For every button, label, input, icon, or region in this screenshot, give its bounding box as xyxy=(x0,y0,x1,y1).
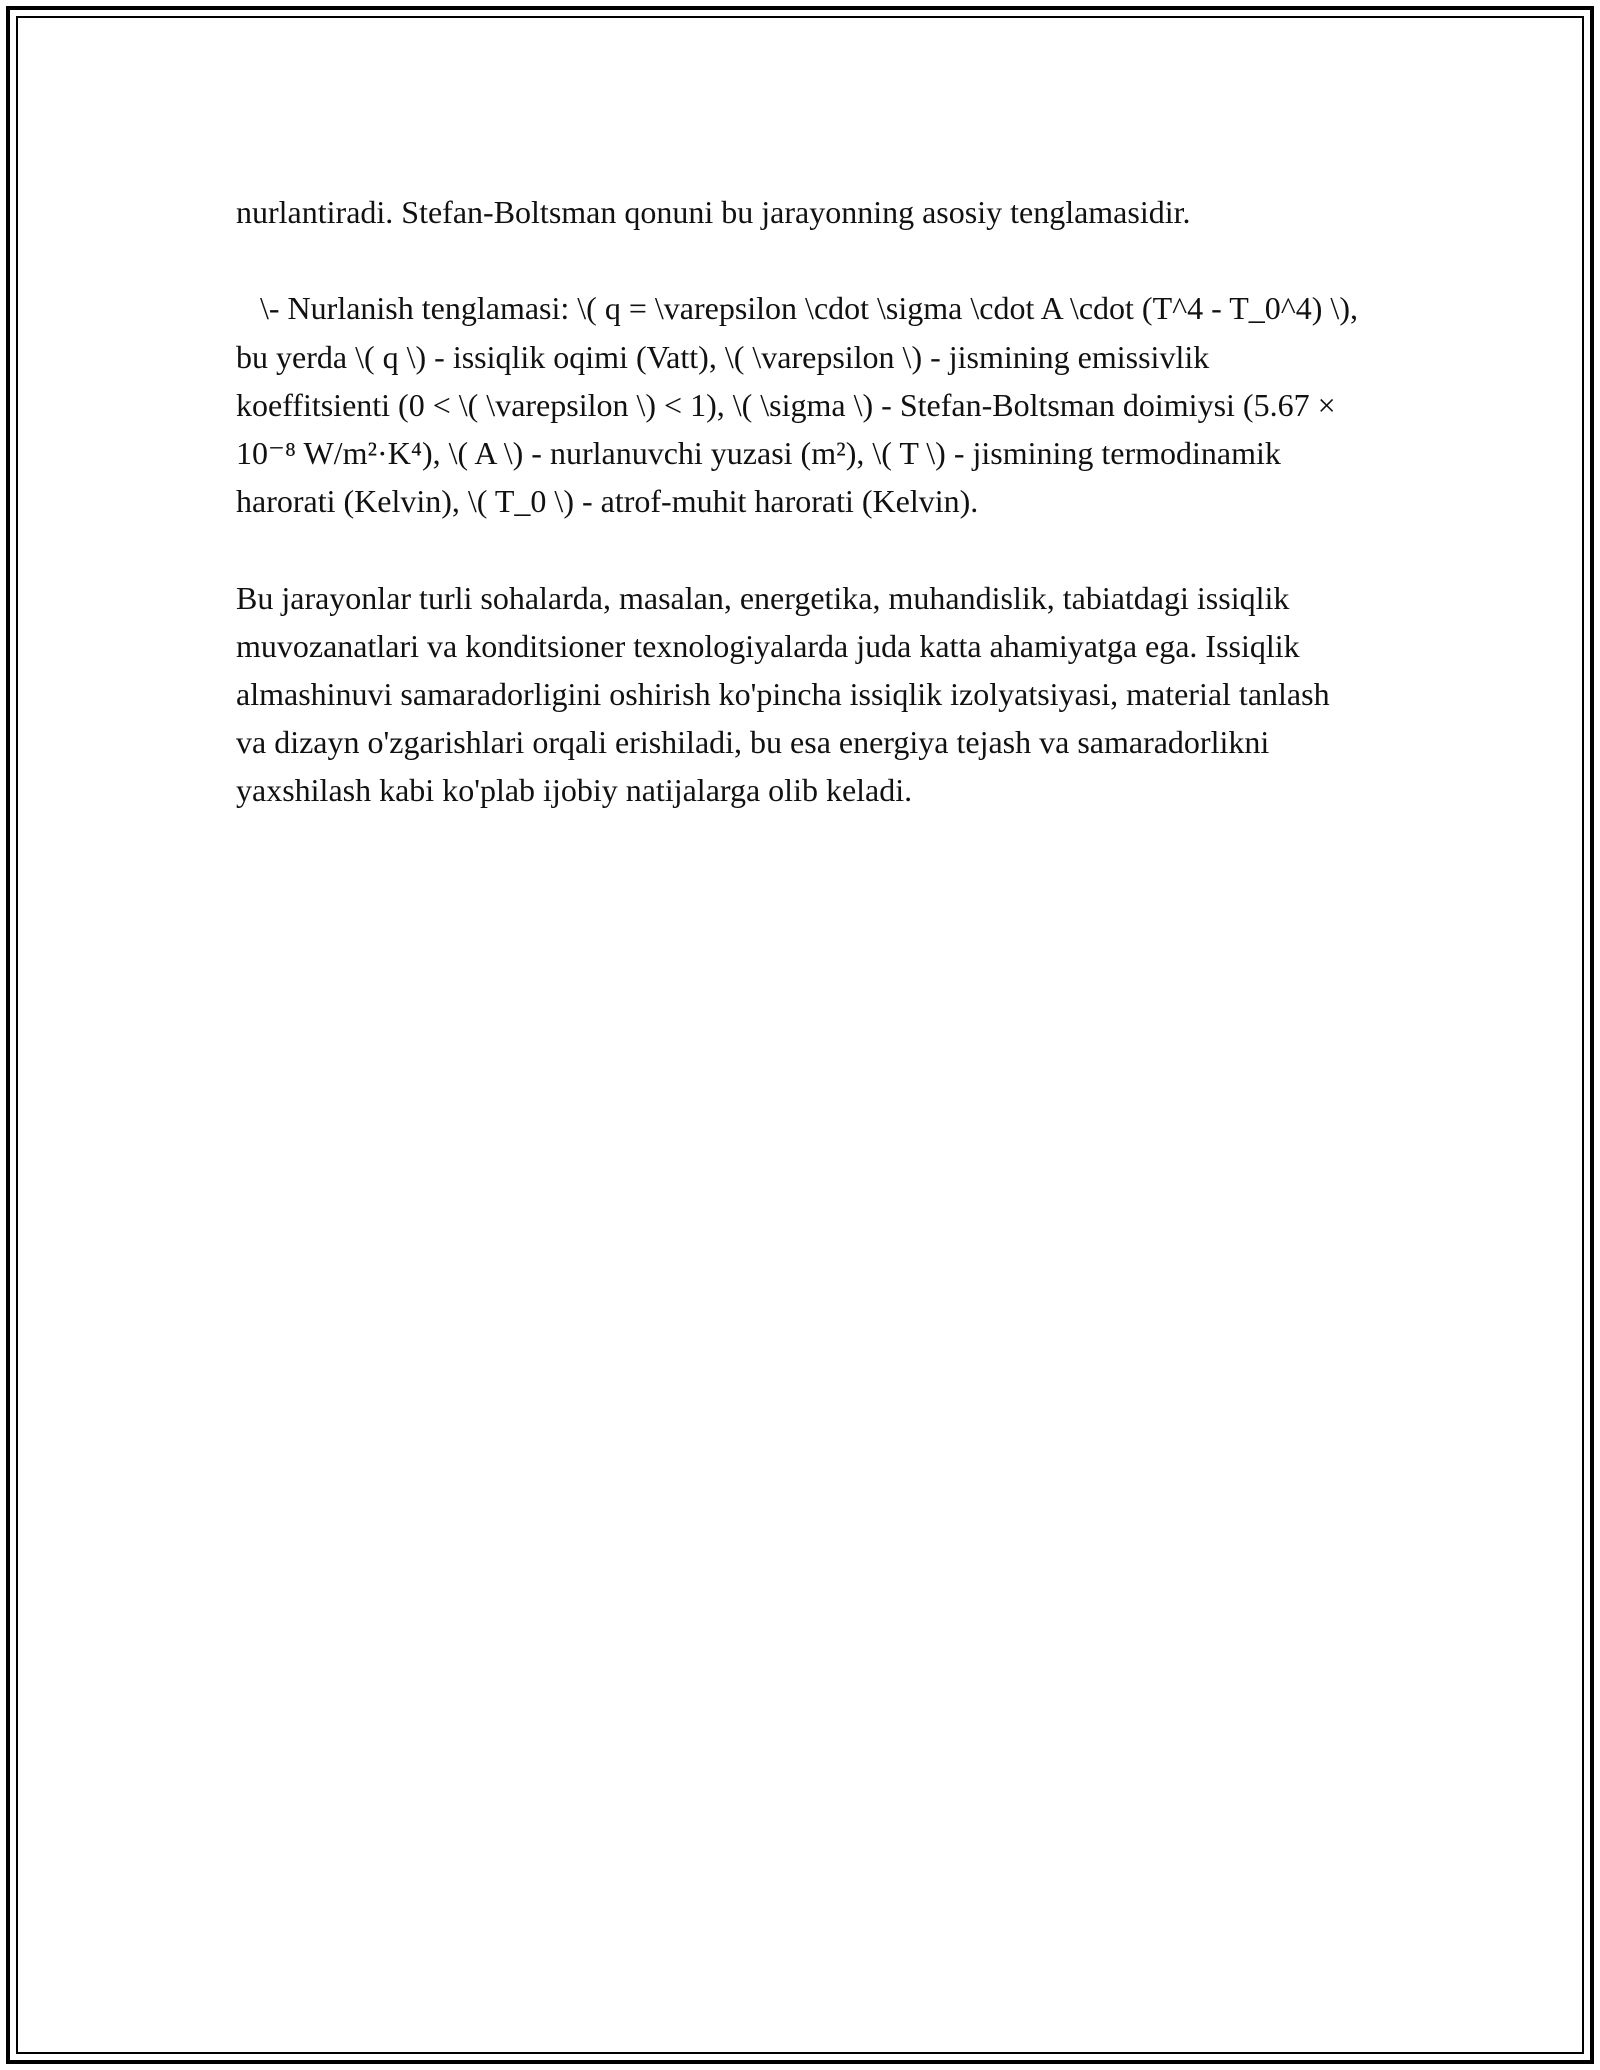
document-body xyxy=(236,188,1366,815)
paragraph-gap xyxy=(236,236,1366,284)
paragraph-radiation-equation: \- Nurlanish tenglamasi: \( q = \varepsilon \cdot \sigma \cdot A \cdot (T^4 - T_0^4) \), bu yerda \( q \) - issiqlik oqimi (Vatt), \( \varepsilon \) - jismining emissivlik koeffitsienti (0 < \( \varepsilon \) < 1), \( \sigma \) - Stefan-Boltsman doimiysi (5.67 × 10⁻⁸ W/m²·K⁴), \( A \) - nurlanuvchi yuzasi (m²), \( T \) - jismining termodinamik harorati (Kelvin), \( T_0 \) - atrof-muhit harorati (Kelvin). xyxy=(236,290,1366,520)
paragraph-applications: Bu jarayonlar turli sohalarda, masalan, energetika, muhandislik, tabiatdagi issiqlik muvozanatlari va konditsioner texnologiyalarda juda katta ahamiyatga ega. Issiqlik almashinuvi samaradorligini oshirish ko'pincha issiqlik izolyatsiyasi, material tanlash va dizayn o'zgarishlari orqali erishiladi, bu esa energiya tejash va samaradorlikni yaxshilash kabi ko'plab ijobiy natijalarga olib keladi. xyxy=(236,579,1338,809)
paragraph-intro: nurlantiradi. Stefan-Boltsman qonuni bu jarayonning asosiy tenglamasidir. xyxy=(236,194,1191,230)
paragraph-gap xyxy=(236,525,1366,573)
